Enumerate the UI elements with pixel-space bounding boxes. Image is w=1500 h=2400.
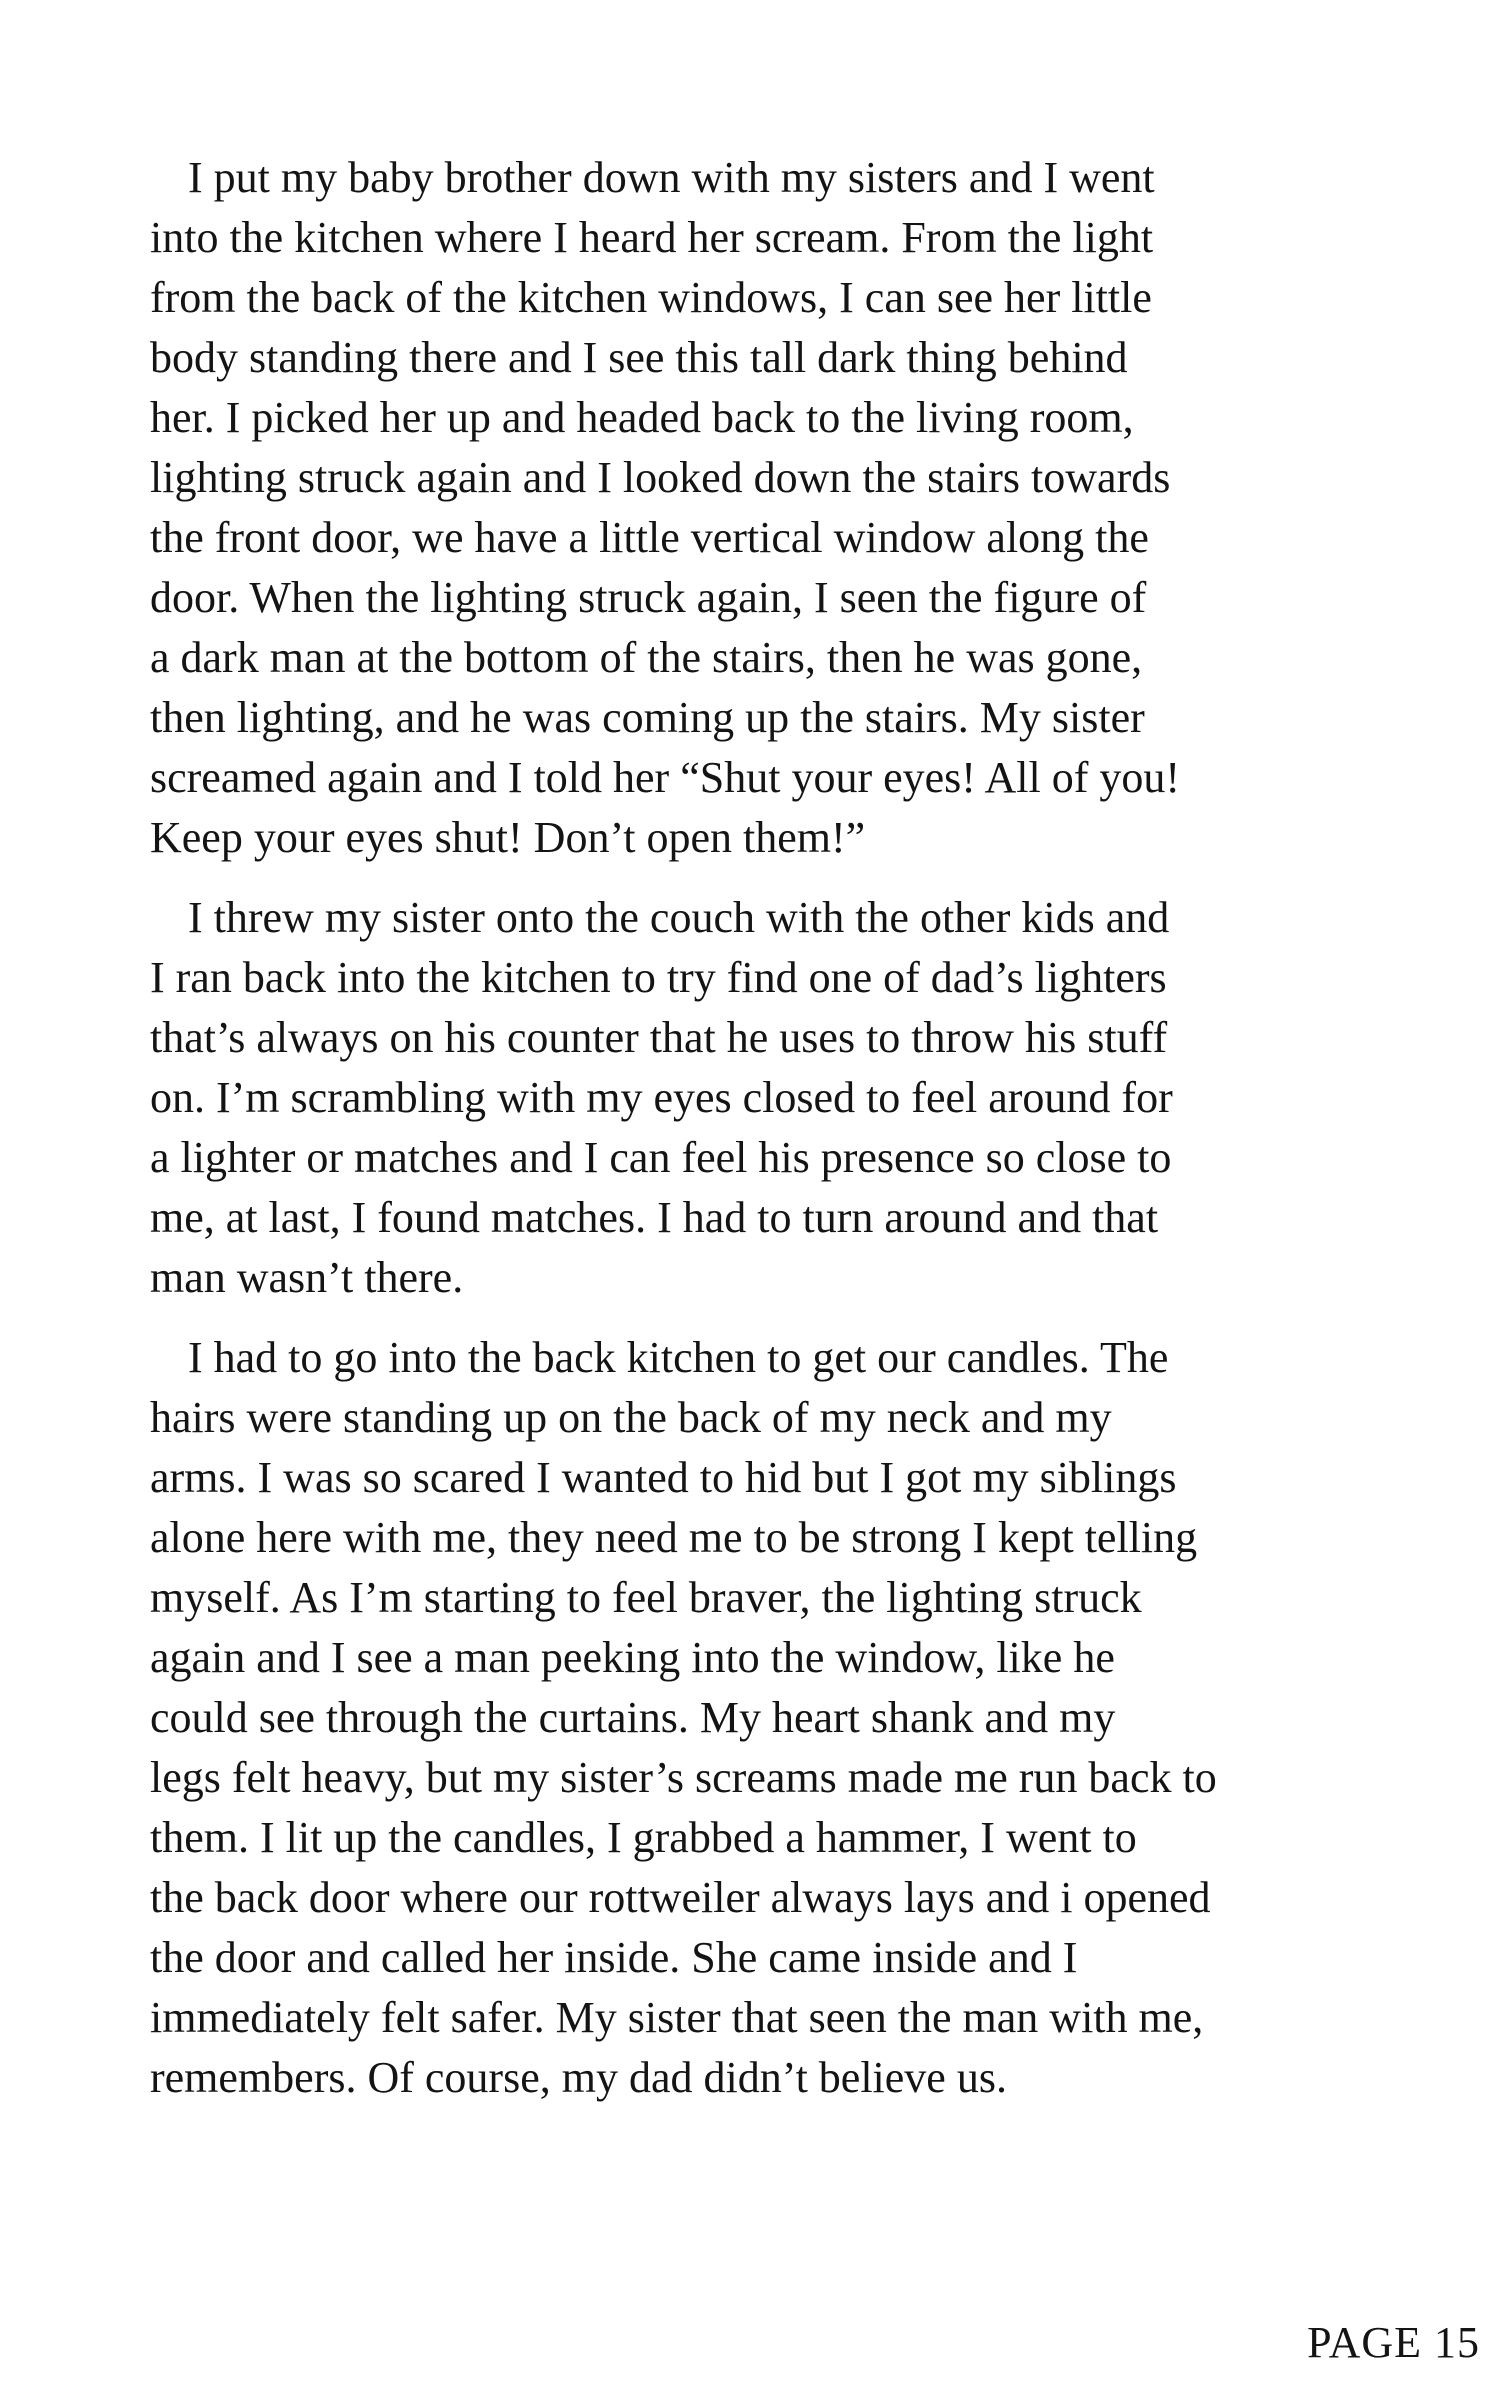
page-number: PAGE 15 [1307,2318,1480,2367]
paragraph-2: I threw my sister onto the couch with the other kids and I ran back into the kitchen to try find one of dad’s lighters that’s always on his counter that he uses to throw his stuff on. I’m scrambling with my eyes closed to feel around for a lighter or matches and I can feel his presence so close to me, at last, I found matches. I had to turn around and that man wasn’t there. [150,893,1173,1302]
body-text [150,148,1380,2128]
paragraph-3: I had to go into the back kitchen to get our candles. The hairs were standing up on the back of my neck and my arms. I was so scared I wanted to hid but I got my siblings alone here with me, they need me to be strong I kept telling myself. As I’m starting to feel braver, the lighting struck again and I see a man peeking into the window, like he could see through the curtains. My heart shank and my legs felt heavy, but my sister’s screams made me run back to them. I lit up the candles, I grabbed a hammer, I went to the back door where our rottweiler always lays and i opened the door and called her inside. She came inside and I immediately felt safer. My sister that seen the man with me, remembers. Of course, my dad didn’t believe us. [150,1333,1217,2102]
paragraph-1: I put my baby brother down with my sisters and I went into the kitchen where I heard her scream. From the light from the back of the kitchen windows, I can see her little body standing there and I see this tall dark thing behind her. I picked her up and headed back to the living room, lighting struck again and I looked down the stairs towards the front door, we have a little vertical window along the door. When the lighting struck again, I seen the figure of a dark man at the bottom of the stairs, then he was gone, then lighting, and he was coming up the stairs. My sister screamed again and I told her “Shut your eyes! All of you! Keep your eyes shut! Don’t open them!” [150,153,1181,862]
